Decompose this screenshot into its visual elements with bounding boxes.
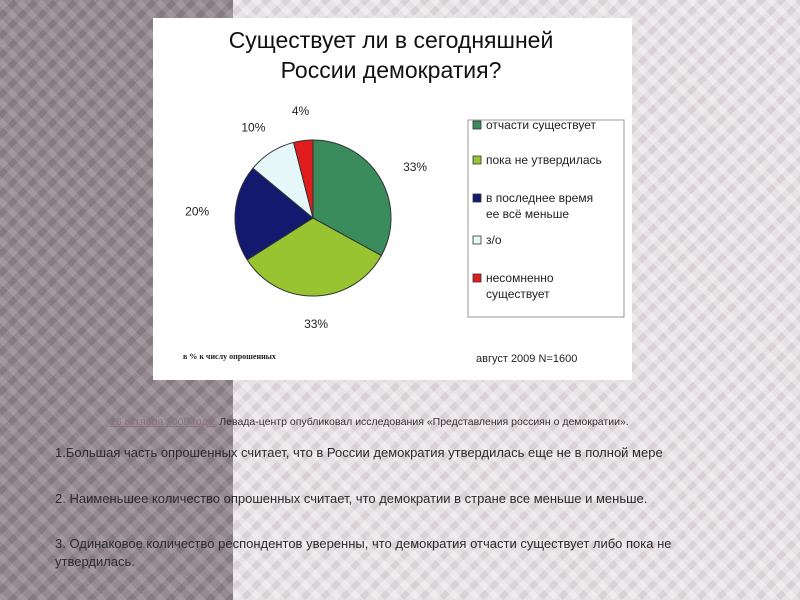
legend-swatch: [473, 121, 481, 129]
footnote-left: в % к числу опрошенных: [183, 352, 276, 361]
slice-data-label: 33%: [403, 160, 428, 175]
legend-swatch: [473, 156, 481, 164]
footnote-right: август 2009 N=1600: [476, 353, 578, 365]
chart-title-line-1: Существует ли в сегодняшней: [228, 27, 554, 53]
conclusion-point-2: 2. Наименьшее количество опрошенных считает, что демократии в стране все меньше и меньше.: [55, 491, 648, 506]
legend-label: з/о: [486, 233, 502, 247]
pie-chart-svg: [153, 18, 632, 380]
slice-data-label: 33%: [304, 317, 329, 331]
pie-group: [185, 104, 427, 331]
chart-legend: [468, 118, 624, 317]
slice-data-label: 10%: [241, 120, 266, 135]
slice-data-label: 4%: [291, 103, 310, 118]
legend-label: в последнее время: [486, 191, 594, 205]
pie-chart-image: [153, 18, 632, 380]
legend-label: несомненно: [486, 271, 554, 285]
slice-data-label: 20%: [185, 204, 210, 219]
caption: [110, 416, 629, 428]
caption-date-link[interactable]: 16 октября 2009 года,: [110, 416, 217, 428]
conclusion-point-3: 3. Одинаковое количество респондентов уверенны, что демократия отчасти существует либо пока не утвердилась.: [55, 536, 672, 569]
legend-label: отчасти существует: [486, 118, 597, 132]
conclusion-point-1: 1.Большая часть опрошенных считает, что в России демократия утвердилась еще не в полной мере: [55, 445, 663, 460]
legend-swatch: [473, 236, 481, 244]
legend-swatch: [473, 274, 481, 282]
legend-swatch: [473, 194, 481, 202]
chart-title-line-2: России демократия?: [280, 57, 502, 83]
legend-label: ее всё меньше: [486, 207, 570, 221]
legend-label: существует: [486, 287, 550, 301]
caption-text: Левада-центр опубликовал исследования «Представления россиян о демократии».: [216, 416, 629, 428]
legend-label: пока не утвердилась: [486, 153, 602, 167]
